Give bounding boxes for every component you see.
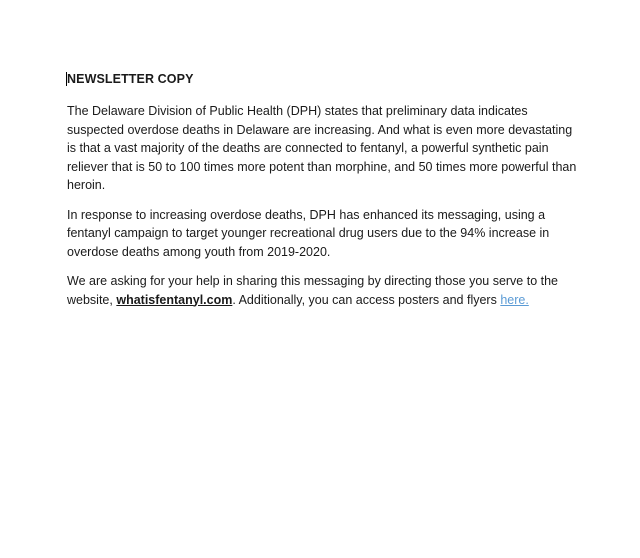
text-cursor [66,72,67,86]
paragraph-1: The Delaware Division of Public Health (DPH) states that preliminary data indicates suspected overdose deaths in Delaware are increasing. And what is even more devastating is that a vast majority of the deaths are connected to fentanyl, a powerful synthetic pain reliever that is 50 to 100 times more potent than morphine, and 50 times more powerful than heroin. [67,104,577,192]
paragraph-3 [67,272,579,309]
document-heading: NEWSLETTER COPY [67,72,194,86]
paragraph-3-text-middle: . Additionally, you can access posters and flyers [232,292,501,307]
paragraph-2: In response to increasing overdose deaths, DPH has enhanced its messaging, using a fentanyl campaign to target younger recreational drug users due to the 94% increase in overdose deaths among youth from 2019-2020. [67,207,550,259]
website-link[interactable]: whatisfentanyl.com [116,292,233,307]
document-page [67,70,579,320]
here-link[interactable]: here. [500,292,529,307]
paragraph-3-text-before: We are asking for your help in sharing this messaging by directing those you serve to the website, [67,274,559,307]
